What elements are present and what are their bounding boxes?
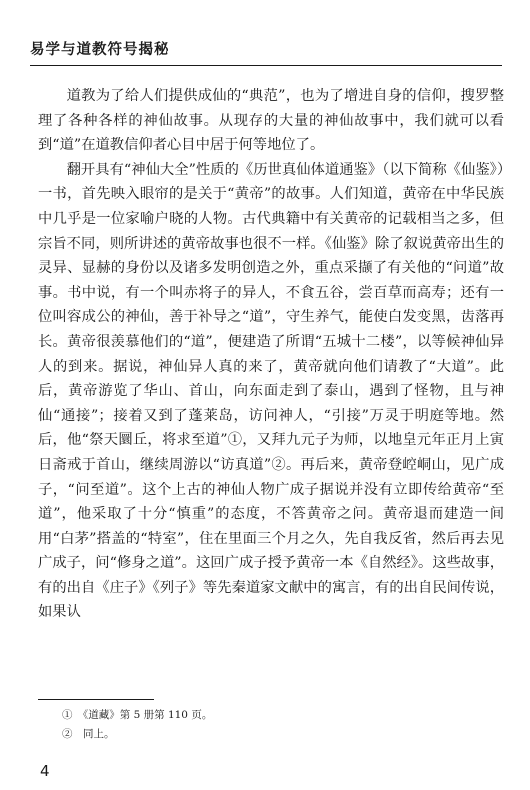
paragraph-2: 翻开具有“神仙大全”性质的《历世真仙体道通鉴》（以下简称《仙鉴》）一书，首先映入眼帘的是关于“黄帝”的故事。人们知道，黄帝在中华民族中几乎是一位家喻户晓的人物。古代典籍中有关黄帝的记载相当之多，但宗旨不同，则所讲述的黄帝故事也很不一样。《仙鉴》除了叙说黄帝出生的灵异、显赫的身份以及诸多发明创造之外，重点采撷了有关他的“问道”故事。书中说，有一个叫赤将子的异人，不食五谷，尝百草而高寿；还有一位叫容成公的神仙，善于补导之“道”，守生养气，能使白发变黑，齿落再长。黄帝很羡慕他们的“道”，便建造了所谓“五城十二楼”，以等候神仙异人的到来。据说，神仙异人真的来了，黄帝就向他们请教了“大道”。此后，黄帝游览了华山、首山，向东面走到了泰山，遇到了怪物，且与神仙“通接”；接着又到了蓬莱岛，访问神人，“引接”万灵于明庭等地。然后，他“祭天圜丘，将求至道”①，又拜九元子为师，以地皇元年正月上寅日斋戒于首山，继续周游以“访真道”②。再后来，黄帝登崆峒山，见广成子，“问至道”。这个上古的神仙人物广成子据说并没有立即传给黄帝“至道”，他采取了十分“慎重”的态度，不答黄帝之问。黄帝退而建造一间用“白茅”搭盖的“特室”，住在里面三个月之久，先自我反省，然后再去见广成子，问“修身之道”。这回广成子授予黄帝一本《自然经》。这些故事，有的出自《庄子》《列子》等先秦道家文献中的寓言，有的出自民间传说，如果认	[38, 161, 504, 621]
footnote-divider	[38, 699, 154, 700]
paragraph-1: 道教为了给人们提供成仙的“典范”，也为了增进自身的信仰，搜罗整理了各种各样的神仙故事。从现存的大量的神仙故事中，我们就可以看到“道”在道教信仰者心目中居于何等地位了。	[38, 88, 504, 154]
body-text	[38, 84, 504, 625]
book-title: 易学与道教符号揭秘	[30, 42, 170, 58]
running-header	[30, 38, 502, 66]
footnote-2: ② 同上。	[62, 728, 115, 740]
footnote-1: ① 《道藏》第 5 册第 110 页。	[62, 709, 213, 721]
footnotes	[38, 700, 504, 744]
page-number: 4	[40, 762, 50, 780]
